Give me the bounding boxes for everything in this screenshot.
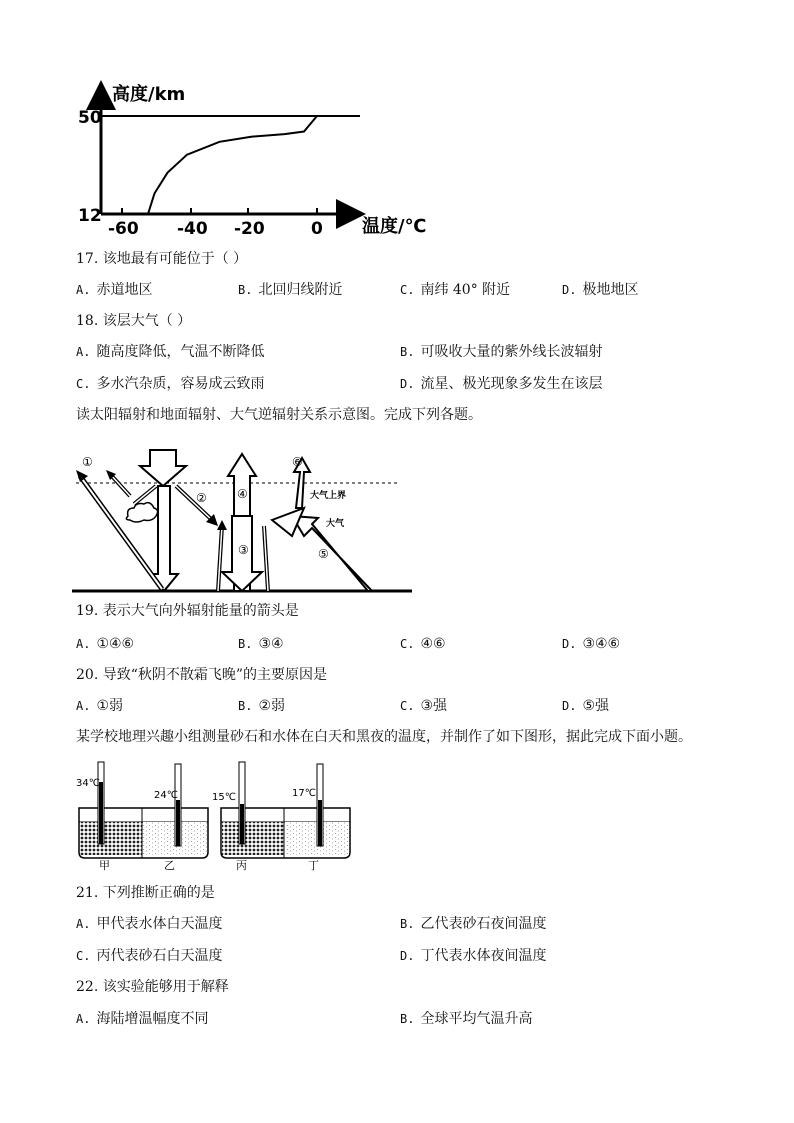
q22-option-a[interactable]: A. 海陆增温幅度不同 bbox=[76, 1011, 209, 1027]
temp-bing: 15℃ bbox=[212, 792, 236, 803]
label-2: ② bbox=[196, 491, 207, 505]
radiation-diagram bbox=[72, 446, 414, 596]
q18-option-d[interactable]: D. 流星、极光现象多发生在该层 bbox=[400, 376, 603, 392]
question-18-stem: 18. 该层大气（ ） bbox=[76, 313, 192, 329]
atmosphere-label: 大气 bbox=[326, 519, 345, 529]
q21-option-b[interactable]: B. 乙代表砂石夜间温度 bbox=[400, 916, 547, 932]
temperature-height-chart bbox=[70, 76, 450, 244]
label-3: ③ bbox=[238, 543, 249, 557]
q17-option-d[interactable]: D. 极地地区 bbox=[562, 282, 639, 298]
question-22-stem: 22. 该实验能够用于解释 bbox=[76, 979, 229, 995]
q21-option-a[interactable]: A. 甲代表水体白天温度 bbox=[76, 916, 223, 932]
label-ding: 丁 bbox=[308, 859, 319, 872]
temp-yi: 24℃ bbox=[154, 790, 178, 801]
section-intro-radiation: 读太阳辐射和地面辐射、大气逆辐射关系示意图。完成下列各题。 bbox=[76, 407, 482, 423]
label-bing: 丙 bbox=[236, 859, 247, 872]
y-tick-50: 50 bbox=[78, 108, 102, 128]
temperature-curve bbox=[148, 116, 317, 214]
y-tick-12: 12 bbox=[78, 206, 102, 226]
thermometer-bing bbox=[239, 762, 245, 844]
label-5: ⑤ bbox=[318, 547, 329, 561]
solar-radiation-arrow bbox=[140, 450, 186, 486]
label-1: ① bbox=[82, 455, 93, 469]
question-19-stem: 19. 表示大气向外辐射能量的箭头是 bbox=[76, 603, 299, 619]
thermometer-yi bbox=[175, 764, 181, 846]
section-intro-experiment: 某学校地理兴趣小组测量砂石和水体在白天和黑夜的温度，并制作了如下图形，据此完成下面小题。 bbox=[76, 729, 692, 745]
q19-option-a[interactable]: A. ①④⑥ bbox=[76, 636, 135, 652]
q21-option-c[interactable]: C. 丙代表砂石白天温度 bbox=[76, 948, 223, 964]
atmosphere-top-label: 大气上界 bbox=[310, 491, 347, 501]
x-axis-label: 温度/℃ bbox=[362, 216, 427, 237]
q20-option-a[interactable]: A. ①弱 bbox=[76, 698, 124, 714]
x-tick-neg60: -60 bbox=[108, 219, 139, 239]
q19-option-b[interactable]: B. ③④ bbox=[238, 636, 284, 652]
label-4: ④ bbox=[237, 487, 248, 501]
q22-option-b[interactable]: B. 全球平均气温升高 bbox=[400, 1011, 533, 1027]
thermometer-ding bbox=[317, 764, 323, 846]
thermometer-experiment-diagram bbox=[76, 760, 356, 872]
x-tick-neg40: -40 bbox=[177, 219, 208, 239]
q21-option-d[interactable]: D. 丁代表水体夜间温度 bbox=[400, 948, 547, 964]
q20-option-b[interactable]: B. ②弱 bbox=[238, 698, 286, 714]
label-jia: 甲 bbox=[99, 859, 110, 872]
question-21-stem: 21. 下列推断正确的是 bbox=[76, 885, 215, 901]
temp-jia: 34℃ bbox=[76, 778, 100, 789]
cloud-icon bbox=[126, 503, 157, 522]
thermometer-jia bbox=[98, 762, 104, 844]
y-axis-label: 高度/km bbox=[112, 84, 186, 105]
x-tick-0: 0 bbox=[311, 219, 323, 239]
label-6: ⑥ bbox=[292, 455, 303, 469]
sand-bing bbox=[222, 822, 284, 855]
q18-option-c[interactable]: C. 多水汽杂质，容易成云致雨 bbox=[76, 376, 265, 392]
temp-ding: 17℃ bbox=[292, 788, 316, 799]
question-17-stem: 17. 该地最有可能位于（ ） bbox=[76, 251, 248, 267]
q20-option-c[interactable]: C. ③强 bbox=[400, 698, 448, 714]
q18-option-b[interactable]: B. 可吸收大量的紫外线长波辐射 bbox=[400, 344, 603, 360]
q20-option-d[interactable]: D. ⑤强 bbox=[562, 698, 610, 714]
x-tick-neg20: -20 bbox=[234, 219, 265, 239]
label-yi: 乙 bbox=[164, 859, 175, 872]
q18-option-a[interactable]: A. 随高度降低，气温不断降低 bbox=[76, 344, 265, 360]
q19-option-d[interactable]: D. ③④⑥ bbox=[562, 636, 621, 652]
q19-option-c[interactable]: C. ④⑥ bbox=[400, 636, 446, 652]
question-20-stem: 20. 导致“秋阴不散霜飞晚”的主要原因是 bbox=[76, 667, 328, 683]
q17-option-c[interactable]: C. 南纬 40° 附近 bbox=[400, 282, 511, 298]
sand-jia bbox=[80, 822, 142, 855]
q17-option-b[interactable]: B. 北回归线附近 bbox=[238, 282, 343, 298]
q17-option-a[interactable]: A. 赤道地区 bbox=[76, 282, 153, 298]
